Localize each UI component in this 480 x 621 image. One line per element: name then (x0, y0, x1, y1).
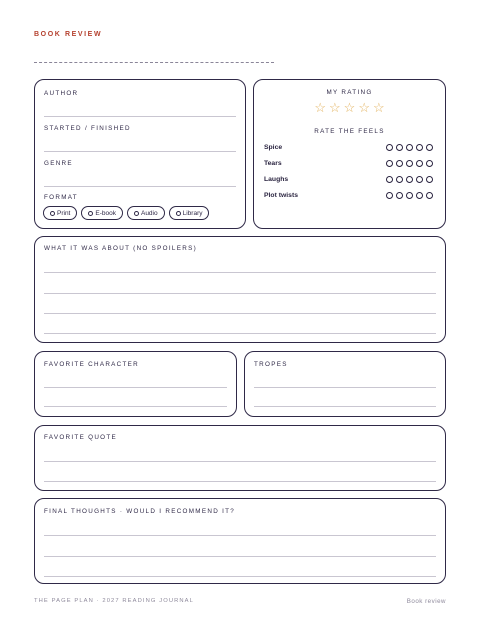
summary-line[interactable] (44, 293, 436, 294)
rate-the-feels-label: RATE THE FEELS (314, 128, 385, 135)
rating-circle-icon[interactable] (386, 160, 393, 167)
started-finished-field[interactable] (44, 151, 236, 152)
favorite-character-line[interactable] (44, 387, 227, 388)
feel-row-spice (264, 142, 433, 152)
rating-circle-icon[interactable] (386, 176, 393, 183)
tropes-line[interactable] (254, 387, 436, 388)
format-options (43, 206, 209, 220)
rating-circle-icon[interactable] (416, 144, 423, 151)
rating-circle-icon[interactable] (396, 144, 403, 151)
radio-circle-icon (88, 211, 93, 216)
favorite-quote-line[interactable] (44, 461, 436, 462)
radio-circle-icon (50, 211, 55, 216)
genre-label: GENRE (44, 160, 73, 167)
rating-circle-icon[interactable] (386, 192, 393, 199)
star-icon[interactable]: ☆ (314, 100, 327, 115)
star-icon[interactable]: ☆ (372, 100, 385, 115)
format-option-label: Audio (140, 209, 158, 217)
radio-circle-icon (134, 211, 139, 216)
radio-circle-icon (176, 211, 181, 216)
favorite-quote-box (34, 425, 446, 491)
star-icon[interactable]: ☆ (343, 100, 356, 115)
summary-line[interactable] (44, 313, 436, 314)
rating-box (253, 79, 446, 229)
rating-circle-icon[interactable] (406, 144, 413, 151)
rating-circle-icon[interactable] (396, 192, 403, 199)
format-option-audio[interactable] (127, 206, 165, 220)
favorite-character-line[interactable] (44, 406, 227, 407)
format-option-label: Print (57, 209, 71, 217)
rating-circle-icon[interactable] (406, 160, 413, 167)
favorite-quote-label: FAVORITE QUOTE (44, 434, 118, 441)
final-thoughts-line[interactable] (44, 576, 436, 577)
feel-label: Laughs (264, 175, 289, 183)
genre-field[interactable] (44, 186, 236, 187)
rating-circle-icon[interactable] (416, 192, 423, 199)
tropes-line[interactable] (254, 406, 436, 407)
feel-label: Spice (264, 143, 283, 151)
rating-circle-icon[interactable] (406, 176, 413, 183)
favorite-character-box (34, 351, 237, 417)
summary-box (34, 236, 446, 343)
footer-journal-name: THE PAGE PLAN · 2027 READING JOURNAL (34, 598, 194, 604)
format-option-ebook[interactable] (81, 206, 123, 220)
tropes-label: TROPES (254, 361, 288, 368)
author-label: AUTHOR (44, 90, 79, 97)
feel-row-tears (264, 158, 433, 168)
rating-circle-icon[interactable] (396, 176, 403, 183)
rating-circle-icon[interactable] (386, 144, 393, 151)
format-option-label: E-book (95, 209, 116, 217)
rating-circle-icon[interactable] (426, 144, 433, 151)
feel-label: Plot twists (264, 191, 298, 199)
format-label: FORMAT (44, 194, 78, 201)
summary-line[interactable] (44, 272, 436, 273)
summary-line[interactable] (44, 333, 436, 334)
favorite-quote-line[interactable] (44, 481, 436, 482)
star-rating (254, 101, 445, 114)
rating-circle-icon[interactable] (426, 192, 433, 199)
rating-circle-icon[interactable] (416, 160, 423, 167)
feel-label: Tears (264, 159, 282, 167)
format-option-label: Library (182, 209, 203, 217)
feel-row-laughs (264, 174, 433, 184)
page-label: BOOK REVIEW (34, 31, 103, 38)
favorite-character-label: FAVORITE CHARACTER (44, 361, 140, 368)
final-thoughts-line[interactable] (44, 556, 436, 557)
feel-row-plot-twists (264, 190, 433, 200)
format-option-print[interactable] (43, 206, 77, 220)
final-thoughts-label: FINAL THOUGHTS · WOULD I RECOMMEND IT? (44, 508, 236, 515)
title-write-line[interactable] (34, 62, 274, 63)
started-finished-label: STARTED / FINISHED (44, 125, 131, 132)
star-icon[interactable]: ☆ (358, 100, 370, 115)
rating-circle-icon[interactable] (416, 176, 423, 183)
rating-circle-icon[interactable] (426, 160, 433, 167)
final-thoughts-box (34, 498, 446, 584)
rating-circle-icon[interactable] (396, 160, 403, 167)
my-rating-label: MY RATING (326, 89, 373, 96)
star-icon[interactable]: ☆ (329, 100, 341, 115)
rating-circle-icon[interactable] (426, 176, 433, 183)
book-details-box (34, 79, 246, 229)
summary-label: WHAT IT WAS ABOUT (NO SPOILERS) (44, 245, 197, 252)
format-option-library[interactable] (169, 206, 210, 220)
footer-page-name: Book review (406, 598, 446, 605)
tropes-box (244, 351, 446, 417)
rating-circle-icon[interactable] (406, 192, 413, 199)
author-field[interactable] (44, 116, 236, 117)
final-thoughts-line[interactable] (44, 535, 436, 536)
